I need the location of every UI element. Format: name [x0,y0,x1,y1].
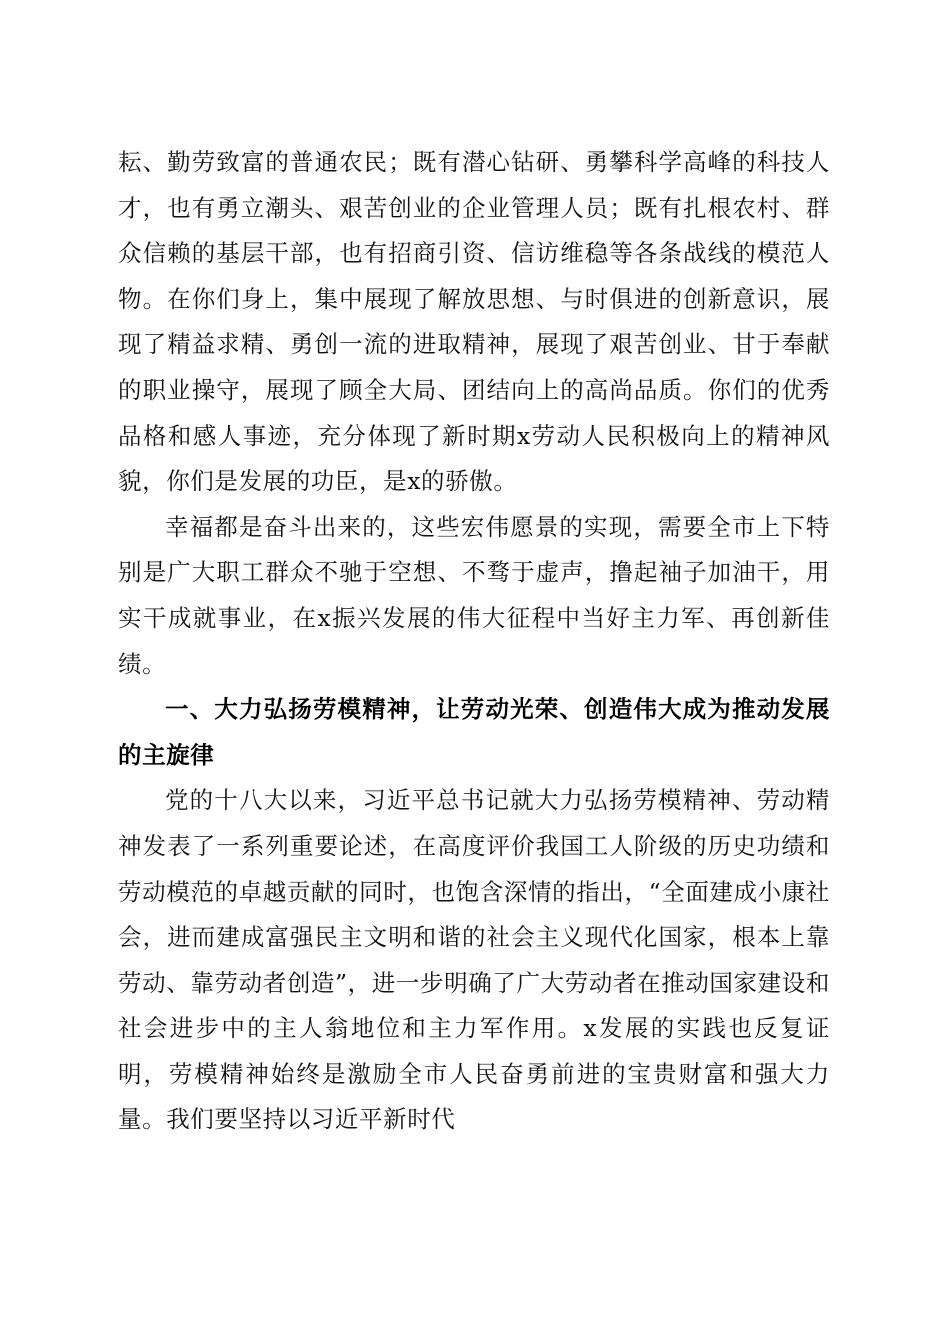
paragraph-happiness: 幸福都是奋斗出来的，这些宏伟愿景的实现，需要全市上下特别是广大职工群众不驰于空想、不骛于虚声，撸起袖子加油干，用实干成就事业，在x振兴发展的伟大征程中当好主力军、再创新佳绩。 [118,512,830,678]
document-page [118,140,830,1143]
paragraph-party-congress: 党的十八大以来，习近平总书记就大力弘扬劳模精神、劳动精神发表了一系列重要论述，在高度评价我国工人阶级的历史功绩和劳动模范的卓越贡献的同时，也饱含深情的指出，“全面建成小康社会，进而建成富强民主文明和谐的社会主义现代化国家，根本上靠劳动、靠劳动者创造”，进一步明确了广大劳动者在推动国家建设和社会进步中的主人翁地位和主力军作用。x发展的实践也反复证明，劳模精神始终是激励全市人民奋勇前进的宝贵财富和强大力量。我们要坚持以习近平新时代 [118,786,830,1134]
section-heading-1: 一、大力弘扬劳模精神，让劳动光荣、创造伟大成为推动发展的主旋律 [118,695,830,769]
paragraph-continuation: 耘、勤劳致富的普通农民；既有潜心钻研、勇攀科学高峰的科技人才，也有勇立潮头、艰苦创业的企业管理人员；既有扎根农村、群众信赖的基层干部，也有招商引资、信访维稳等各条战线的模范人物。在你们身上，集中展现了解放思想、与时俱进的创新意识，展现了精益求精、勇创一流的进取精神，展现了艰苦创业、甘于奉献的职业操守，展现了顾全大局、团结向上的高尚品质。你们的优秀品格和感人事迹，充分体现了新时期x劳动人民积极向上的精神风貌，你们是发展的功臣，是x的骄傲。 [118,148,830,496]
